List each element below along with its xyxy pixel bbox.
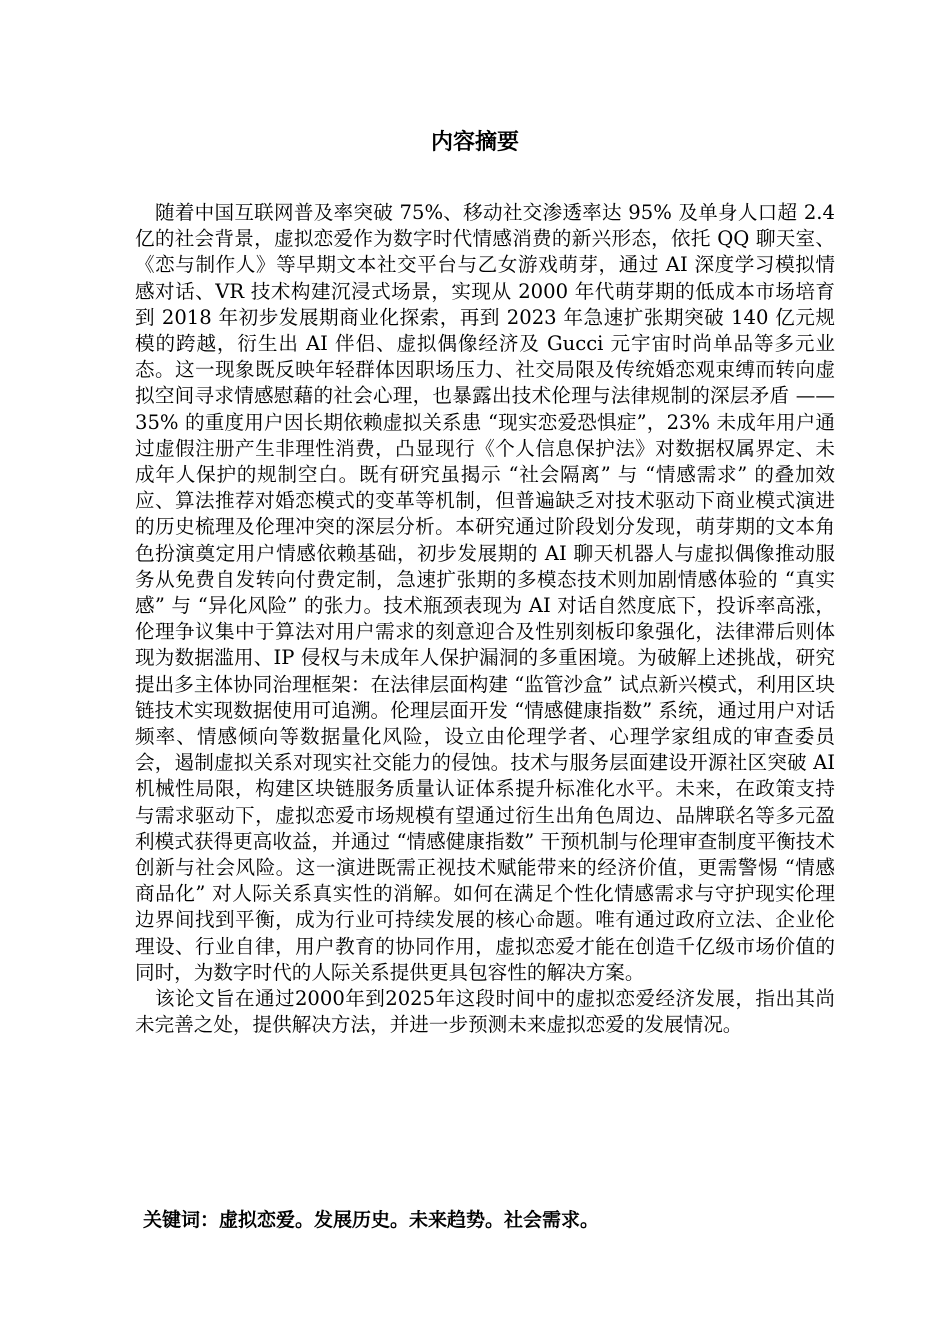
abstract-body xyxy=(135,200,835,1039)
abstract-paragraph: 随着中国互联网普及率突破 75%、移动社交渗透率达 95% 及单身人口超 2.4 亿的社会背景，虚拟恋爱作为数字时代情感消费的新兴形态，依托 QQ 聊天室、《恋与制作人》等早期文本社交平台与乙女游戏萌芽，通过 AI 深度学习模拟情感对话、VR 技术构建沉浸式场景，实现从 2000 年代萌芽期的低成本市场培育到 2018 年初步发展期商业化探索，再到 2023 年急速扩张期突破 140 亿元规模的跨越，衍生出 AI 伴侣、虚拟偶像经济及 Gucci 元宇宙时尚单品等多元业态。这一现象既反映年轻群体因职场压力、社交局限及传统婚恋观束缚而转向虚拟空间寻求情感慰藉的社会心理，也暴露出技术伦理与法律规制的深层矛盾 —— 35% 的重度用户因长期依赖虚拟关系患 “现实恋爱恐惧症”，23% 未成年用户通过虚假注册产生非理性消费，凸显现行《个人信息保护法》对数据权属界定、未成年人保护的规制空白。既有研究虽揭示 “社会隔离” 与 “情感需求” 的叠加效应、算法推荐对婚恋模式的变革等机制，但普遍缺乏对技术驱动下商业模式演进的历史梳理及伦理冲突的深层分析。本研究通过阶段划分发现，萌芽期的文本角色扮演奠定用户情感依赖基础，初步发展期的 AI 聊天机器人与虚拟偶像推动服务从免费自发转向付费定制，急速扩张期的多模态技术则加剧情感体验的 “真实感” 与 “异化风险” 的张力。技术瓶颈表现为 AI 对话自然度底下，投诉率高涨，伦理争议集中于算法对用户需求的刻意迎合及性别刻板印象强化，法律滞后则体现为数据滥用、IP 侵权与未成年人保护漏洞的多重困境。为破解上述挑战，研究提出多主体协同治理框架：在法律层面构建 “监管沙盒” 试点新兴模式，利用区块链技术实现数据使用可追溯。伦理层面开发 “情感健康指数” 系统，通过用户对话频率、情感倾向等数据量化风险，设立由伦理学者、心理学家组成的审查委员会，遏制虚拟关系对现实社交能力的侵蚀。技术与服务层面建设开源社区突破 AI 机械性局限，构建区块链服务质量认证体系提升标准化水平。未来，在政策支持与需求驱动下，虚拟恋爱市场规模有望通过衍生出角色周边、品牌联名等多元盈利模式获得更高收益，并通过 “情感健康指数” 干预机制与伦理审查制度平衡技术创新与社会风险。这一演进既需正视技术赋能带来的经济价值，更需警惕 “情感商品化” 对人际关系真实性的消解。如何在满足个性化情感需求与守护现实伦理边界间找到平衡，成为行业可持续发展的核心命题。唯有通过政府立法、企业伦理设、行业自律，用户教育的协同作用，虚拟恋爱才能在创造千亿级市场价值的同时，为数字时代的人际关系提供更具包容性的解决方案。 xyxy=(135,201,835,984)
summary-paragraph: 该论文旨在通过2000年到2025年这段时间中的虚拟恋爱经济发展，指出其尚未完善之处，提供解决方法，并进一步预测未来虚拟恋爱的发展情况。 xyxy=(135,987,835,1037)
page-title: 内容摘要 xyxy=(430,130,519,155)
keywords-line: 关键词：虚拟恋爱。发展历史。未来趋势。社会需求。 xyxy=(143,1209,600,1231)
